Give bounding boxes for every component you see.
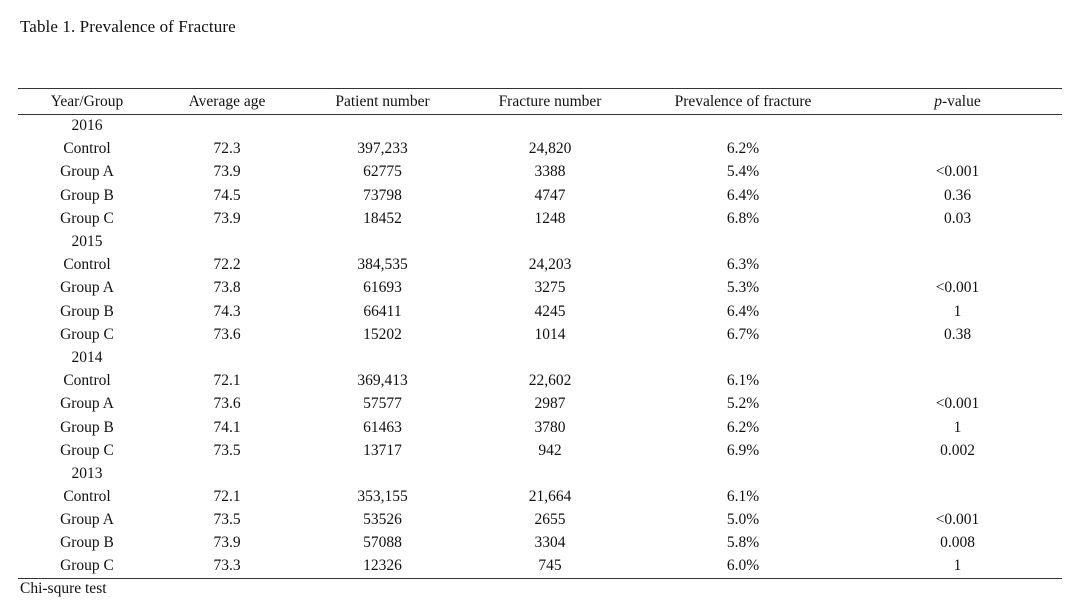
prevalence-cell: 6.7% [726, 325, 760, 343]
average-age-cell: 73.3 [156, 555, 298, 578]
average-age-cell: 72.1 [213, 488, 241, 506]
group-cell: Group A [60, 279, 114, 297]
fracture-number-cell: 4747 [534, 186, 566, 204]
p-value-cell: 0.36 [943, 186, 972, 204]
p-value-cell: 0.38 [943, 325, 972, 343]
average-age-cell: 74.3 [213, 302, 241, 320]
p-value-cell: 0.008 [940, 534, 975, 552]
empty-cell [467, 115, 633, 138]
empty-cell [298, 462, 467, 485]
table-row [18, 184, 1062, 207]
table-row [18, 277, 1062, 300]
average-age-cell: 74.1 [213, 418, 241, 436]
header-fracture-number: Fracture number [467, 89, 633, 115]
table-row [18, 439, 1062, 462]
p-value-cell: 0.03 [943, 209, 972, 227]
year-row [18, 462, 1062, 485]
group-cell: Group B [60, 534, 114, 552]
empty-cell [298, 346, 467, 369]
fracture-number-cell: 745 [467, 555, 633, 578]
average-age-cell: 73.5 [213, 441, 241, 459]
prevalence-cell: 6.4% [726, 302, 760, 320]
group-cell: Group B [60, 418, 114, 436]
table-row [18, 532, 1062, 555]
prevalence-cell: 5.4% [726, 163, 760, 181]
header-p-value-italic: p [934, 92, 942, 110]
empty-cell [853, 462, 1062, 485]
prevalence-cell: 6.2% [726, 140, 760, 158]
average-age-cell: 73.8 [213, 279, 241, 297]
header-average-age: Average age [156, 89, 298, 115]
empty-cell [853, 230, 1062, 253]
prevalence-cell: 6.1% [726, 488, 760, 506]
average-age-cell: 72.1 [213, 372, 241, 390]
table-row [18, 323, 1062, 346]
fracture-number-cell: 3780 [534, 418, 566, 436]
average-age-cell: 73.9 [213, 209, 241, 227]
p-value-cell [853, 370, 1062, 393]
patient-number-cell: 61693 [363, 279, 402, 297]
p-value-cell [853, 254, 1062, 277]
p-value-cell: 1 [953, 302, 962, 320]
empty-cell [633, 115, 853, 138]
group-cell: Control [63, 488, 111, 506]
table-footnote: Chi-squre test [20, 580, 107, 597]
table-body [18, 115, 1062, 579]
patient-number-cell: 397,233 [357, 140, 408, 158]
patient-number-cell: 15202 [363, 325, 402, 343]
empty-cell [467, 230, 633, 253]
header-patient-number: Patient number [298, 89, 467, 115]
fracture-number-cell: 21,664 [528, 488, 572, 506]
p-value-cell: 0.002 [940, 441, 975, 459]
empty-cell [853, 115, 1062, 138]
table-row [18, 161, 1062, 184]
group-cell: Group B [60, 302, 114, 320]
empty-cell [156, 462, 298, 485]
patient-number-cell: 18452 [363, 209, 402, 227]
fracture-number-cell: 2655 [534, 511, 566, 529]
prevalence-cell: 6.9% [726, 441, 760, 459]
group-cell: Group C [60, 441, 114, 459]
average-age-cell: 74.5 [213, 186, 241, 204]
prevalence-cell: 5.2% [726, 395, 760, 413]
year-label: 2014 [71, 348, 103, 366]
group-cell: Group A [60, 511, 114, 529]
empty-cell [298, 230, 467, 253]
patient-number-cell: 61463 [363, 418, 402, 436]
group-cell: Group C [60, 209, 114, 227]
patient-number-cell: 13717 [363, 441, 402, 459]
empty-cell [853, 346, 1062, 369]
prevalence-cell: 6.0% [633, 555, 853, 578]
header-p-value-suffix: -value [942, 92, 981, 110]
header-prevalence: Prevalence of fracture [633, 89, 853, 115]
p-value-cell [853, 138, 1062, 161]
patient-number-cell: 369,413 [357, 372, 408, 390]
average-age-cell: 73.6 [213, 395, 241, 413]
p-value-cell: <0.001 [935, 163, 980, 181]
group-cell: Control [63, 140, 111, 158]
year-row [18, 115, 1062, 138]
group-cell: Control [63, 256, 111, 274]
fracture-number-cell: 24,820 [528, 140, 572, 158]
patient-number-cell: 384,535 [357, 256, 408, 274]
table-row [18, 555, 1062, 578]
p-value-cell: <0.001 [935, 279, 980, 297]
patient-number-cell: 73798 [363, 186, 402, 204]
header-p-value [853, 89, 1062, 115]
table-row [18, 138, 1062, 161]
fracture-number-cell: 1248 [534, 209, 566, 227]
average-age-cell: 72.3 [213, 140, 241, 158]
year-label: 2016 [71, 117, 103, 135]
prevalence-cell: 6.8% [726, 209, 760, 227]
p-value-cell [853, 486, 1062, 509]
p-value-cell: 1 [953, 418, 962, 436]
table-row [18, 300, 1062, 323]
table-row [18, 254, 1062, 277]
prevalence-cell: 5.3% [726, 279, 760, 297]
empty-cell [633, 346, 853, 369]
prevalence-cell: 6.1% [726, 372, 760, 390]
table-header [18, 89, 1062, 115]
fracture-number-cell: 3304 [534, 534, 566, 552]
empty-cell [156, 115, 298, 138]
p-value-cell: 1 [853, 555, 1062, 578]
header-year-group: Year/Group [18, 89, 156, 115]
prevalence-cell: 6.2% [726, 418, 760, 436]
empty-cell [467, 346, 633, 369]
year-row [18, 230, 1062, 253]
average-age-cell: 73.9 [213, 163, 241, 181]
empty-cell [156, 346, 298, 369]
average-age-cell: 73.9 [213, 534, 241, 552]
prevalence-cell: 6.4% [726, 186, 760, 204]
year-label: 2015 [71, 233, 103, 251]
patient-number-cell: 353,155 [357, 488, 408, 506]
patient-number-cell: 53526 [363, 511, 402, 529]
empty-cell [156, 230, 298, 253]
p-value-cell: <0.001 [935, 395, 980, 413]
table-caption: Table 1. Prevalence of Fracture [20, 17, 236, 36]
average-age-cell: 72.2 [213, 256, 241, 274]
group-cell: Control [63, 372, 111, 390]
year-label: 2013 [71, 464, 103, 482]
patient-number-cell: 57088 [363, 534, 402, 552]
group-cell: Group C [18, 555, 156, 578]
table-row [18, 370, 1062, 393]
p-value-cell: <0.001 [935, 511, 980, 529]
empty-cell [298, 115, 467, 138]
table-row [18, 393, 1062, 416]
fracture-number-cell: 942 [538, 441, 562, 459]
patient-number-cell: 66411 [363, 302, 402, 320]
prevalence-cell: 6.3% [726, 256, 760, 274]
average-age-cell: 73.5 [213, 511, 241, 529]
prevalence-cell: 5.8% [726, 534, 760, 552]
fracture-number-cell: 1014 [534, 325, 566, 343]
fracture-number-cell: 4245 [534, 302, 566, 320]
prevalence-table [18, 88, 1062, 579]
table-row [18, 416, 1062, 439]
patient-number-cell: 62775 [363, 163, 402, 181]
empty-cell [633, 230, 853, 253]
prevalence-cell: 5.0% [726, 511, 760, 529]
group-cell: Group B [60, 186, 114, 204]
fracture-number-cell: 3388 [534, 163, 566, 181]
empty-cell [633, 462, 853, 485]
header-row [18, 89, 1062, 115]
empty-cell [467, 462, 633, 485]
group-cell: Group A [60, 395, 114, 413]
average-age-cell: 73.6 [213, 325, 241, 343]
group-cell: Group A [60, 163, 114, 181]
fracture-number-cell: 3275 [534, 279, 566, 297]
year-row [18, 346, 1062, 369]
fracture-number-cell: 2987 [534, 395, 566, 413]
fracture-number-cell: 22,602 [528, 372, 572, 390]
table-row [18, 207, 1062, 230]
table-row [18, 509, 1062, 532]
patient-number-cell: 12326 [298, 555, 467, 578]
table-row [18, 486, 1062, 509]
patient-number-cell: 57577 [363, 395, 402, 413]
fracture-number-cell: 24,203 [528, 256, 572, 274]
group-cell: Group C [60, 325, 114, 343]
